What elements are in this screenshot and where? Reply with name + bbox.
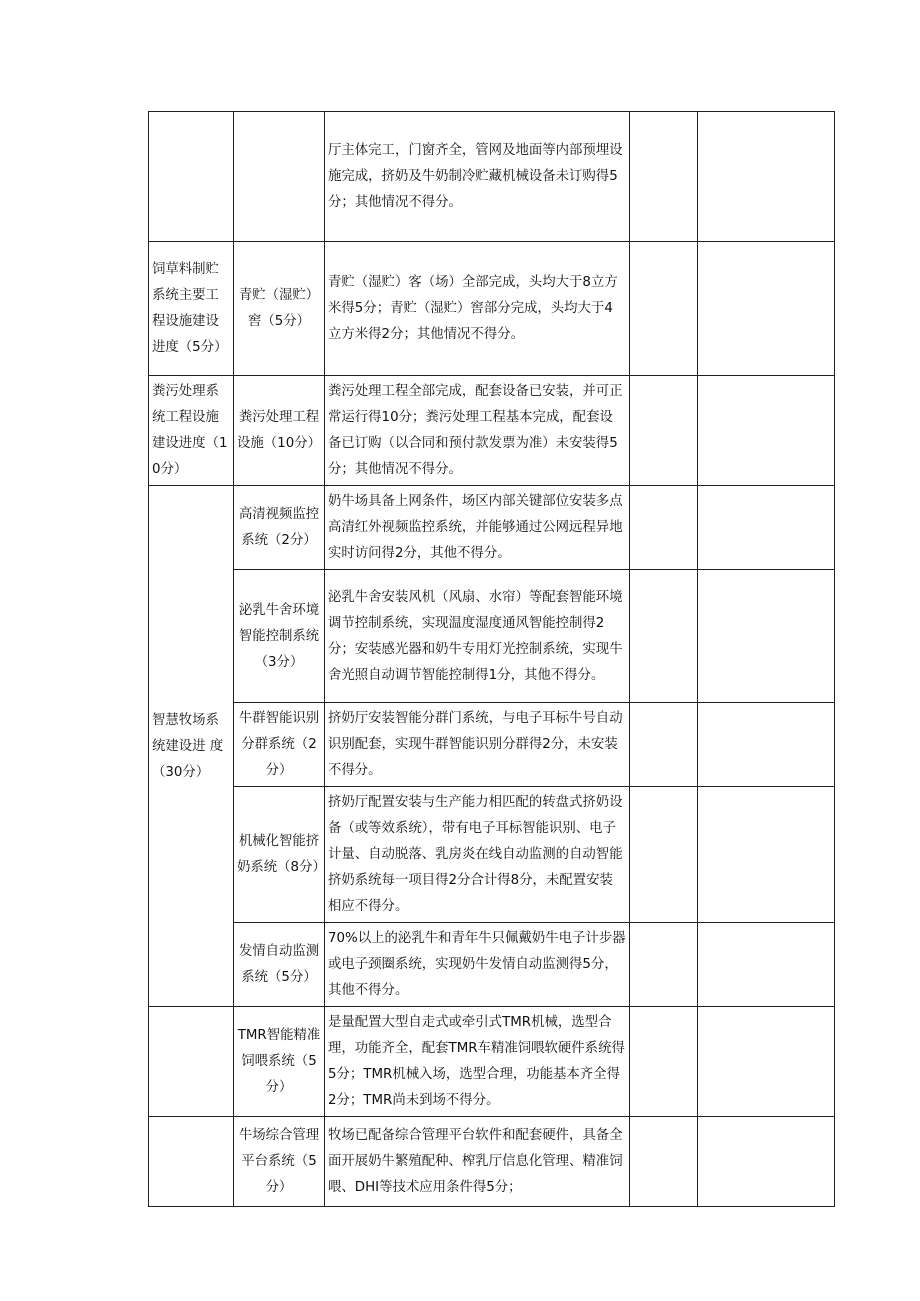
score-cell: [630, 486, 698, 570]
score-cell: [630, 1007, 698, 1117]
table-row: [149, 1117, 835, 1207]
remark-cell: [698, 376, 835, 486]
remark-cell: [698, 1117, 835, 1207]
remark-cell: [698, 923, 835, 1007]
category-cell: 饲草料制贮系统主要工程设施建设进度（5分）: [149, 242, 234, 376]
item-cell: 粪污处理工程设施（10分）: [234, 376, 325, 486]
standard-cell: 70%以上的泌乳牛和青年牛只佩戴奶牛电子计步器或电子颈圈系统，实现奶牛发情自动监测得5分，其他不得分。: [325, 923, 630, 1007]
remark-cell: [698, 1007, 835, 1117]
item-cell: 泌乳牛舍环境智能控制系统（3分）: [234, 570, 325, 703]
remark-cell: [698, 787, 835, 923]
category-cell: [149, 112, 234, 242]
standard-cell: 厅主体完工，门窗齐全，管网及地面等内部预埋设施完成，挤奶及牛奶制冷贮藏机械设备未订购得5分；其他情况不得分。: [325, 112, 630, 242]
standard-cell: 挤奶厅配置安装与生产能力相匹配的转盘式挤奶设备（或等效系统），带有电子耳标智能识别、电子计量、自动脱落、乳房炎在线自动监测的自动智能挤奶系统每一项目得2分合计得8分，未配置安装相应不得分。: [325, 787, 630, 923]
category-cell: 智慧牧场系统建设进 度（30分）: [149, 486, 234, 1007]
remark-cell: [698, 703, 835, 787]
score-cell: [630, 376, 698, 486]
remark-cell: [698, 486, 835, 570]
table-row: [149, 1007, 835, 1117]
remark-cell: [698, 242, 835, 376]
item-cell: 发情自动监测系统（5分）: [234, 923, 325, 1007]
item-cell: 牛群智能识别分群系统（2分）: [234, 703, 325, 787]
score-cell: [630, 242, 698, 376]
item-cell: 青贮（湿贮）窖（5分）: [234, 242, 325, 376]
standard-cell: 泌乳牛舍安装风机（风扇、水帘）等配套智能环境调节控制系统，实现温度湿度通风智能控制得2分；安装感光器和奶牛专用灯光控制系统，实现牛舍光照自动调节智能控制得1分，其他不得分。: [325, 570, 630, 703]
score-cell: [630, 1117, 698, 1207]
remark-cell: [698, 570, 835, 703]
scoring-table: [148, 111, 835, 1207]
table-row: [149, 570, 835, 703]
table-row: [149, 486, 835, 570]
score-cell: [630, 787, 698, 923]
table-row: [149, 376, 835, 486]
item-cell: 牛场综合管理平台系统（5分）: [234, 1117, 325, 1207]
table-row: [149, 703, 835, 787]
standard-cell: 牧场已配备综合管理平台软件和配套硬件，具备全面开展奶牛繁殖配种、榨乳厅信息化管理、精准饲喂、DHI等技术应用条件得5分；: [325, 1117, 630, 1207]
score-cell: [630, 112, 698, 242]
score-cell: [630, 923, 698, 1007]
remark-cell: [698, 112, 835, 242]
score-cell: [630, 570, 698, 703]
score-cell: [630, 703, 698, 787]
category-cell: [149, 1117, 234, 1207]
standard-cell: 挤奶厅安装智能分群门系统，与电子耳标牛号自动识别配套，实现牛群智能识别分群得2分，未安装不得分。: [325, 703, 630, 787]
item-cell: 高清视频监控系统（2分）: [234, 486, 325, 570]
standard-cell: 奶牛场具备上网条件，场区内部关键部位安装多点高清红外视频监控系统，并能够通过公网远程异地实时访问得2分，其他不得分。: [325, 486, 630, 570]
table-row: [149, 242, 835, 376]
category-cell: 粪污处理系统工程设施建设进度（10分）: [149, 376, 234, 486]
category-cell: [149, 1007, 234, 1117]
standard-cell: 是量配置大型自走式或牵引式TMR机械，选型合理，功能齐全，配套TMR车精准饲喂软硬件系统得5分；TMR机械入场，选型合理，功能基本齐全得2分；TMR尚未到场不得分。: [325, 1007, 630, 1117]
item-cell: TMR智能精准饲喂系统（5分）: [234, 1007, 325, 1117]
standard-cell: 青贮（湿贮）客（场）全部完成，头均大于8立方米得5分；青贮（湿贮）窖部分完成，头均大于4立方米得2分；其他情况不得分。: [325, 242, 630, 376]
table-row: [149, 923, 835, 1007]
standard-cell: 粪污处理工程全部完成，配套设备已安装，并可正常运行得10分；粪污处理工程基本完成，配套设备已订购（以合同和预付款发票为准）未安装得5分；其他情况不得分。: [325, 376, 630, 486]
item-cell: [234, 112, 325, 242]
item-cell: 机械化智能挤奶系统（8分）: [234, 787, 325, 923]
table-row: [149, 112, 835, 242]
table-row: [149, 787, 835, 923]
